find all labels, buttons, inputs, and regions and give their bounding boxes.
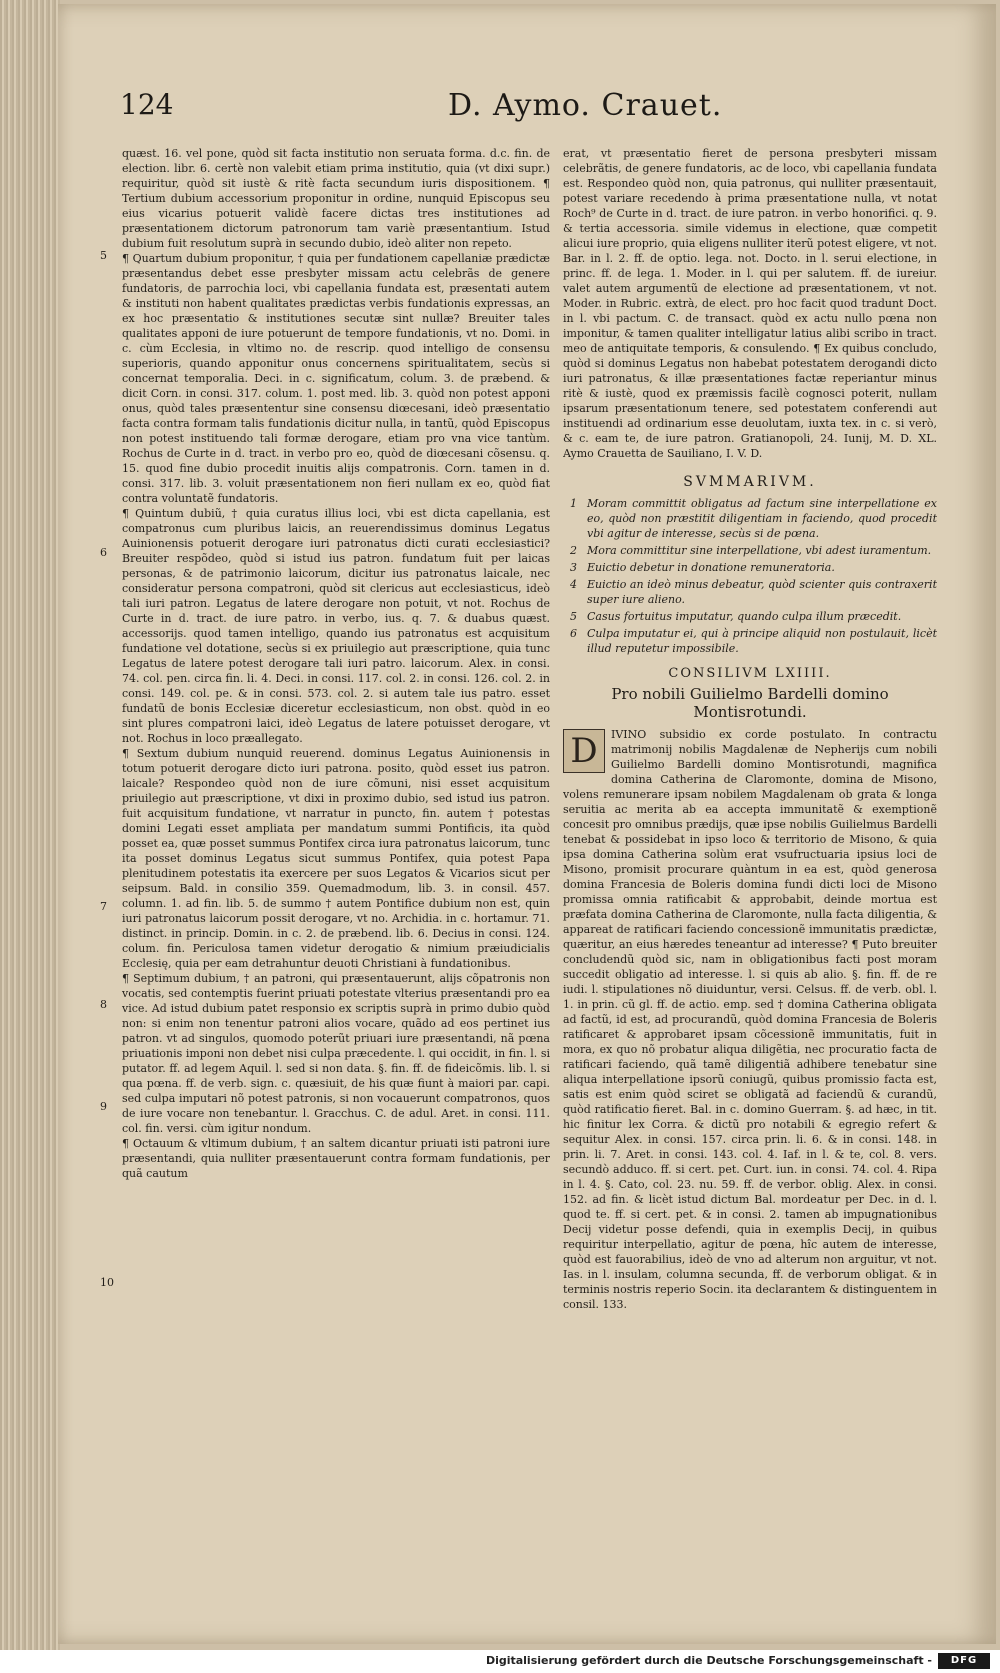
paragraph: ¶ Octauum & vltimum dubium, † an saltem dicantur priuati isti patroni iure præsentandi, quia nulliter præsentauerunt contra formam fundationis, per quã cautum (122, 1137, 550, 1180)
margin-number: 5 (100, 249, 107, 262)
consilium-title: Pro nobili Guilielmo Bardelli domino Montisrotundi. (611, 685, 889, 721)
summary-text: Mora committitur sine interpellatione, vbi adest iuramentum. (587, 544, 932, 557)
margin-numbers (100, 146, 120, 1446)
paragraph: ¶ Septimum dubium, † an patroni, qui præsentauerunt, alijs cõpatronis non vocatis, sed contemptis fuerint priuati potestate vlterius præsentandi pro ea vice. Ad istud dubium patet responsio ex scriptis suprà in primo dubio quòd non: si enim non tenentur patroni alios vocare, quãdo ad eos pertinet ius patron. vt ad singulos, quomodo poterũt priuari iure præsentandi, nã pœna priuationis imponi non debet nisi culpa præcedente. l. qui occidit, in fin. l. si putator. ff. ad legem Aquil. l. sed si non data. §. fin. ff. de fideicõmis. lib. l. si qua pœna. ff. de verb. sign. c. quæsiuit, de his quæ fiunt à maiori par. capi. sed culpa imputari nõ potest patronis, si non vocauerunt compatronos, quos de iure vocare non tenebantur. l. Gracchus. C. de adul. Aret. in consi. 111. col. fin. versi. cùm igitur nondum. (122, 972, 550, 1135)
summary-item (563, 577, 937, 607)
paragraph: erat, vt præsentatio fieret de persona presbyteri missam celebrãtis, de genere fundatoris, ac de loco, vbi capellania fundata est. Respondeo quòd non, quia patronus, qui nulliter præsentauit, potest variare recedendo à prima præsentatione nulla, vt notat Roch⁹ de Curte in d. tract. de iure patron. in verbo honorifici. q. 9. & tertia accessoria. simile videmus in electione, quæ competit alicui iure proprio, quia eligens nulliter iterũ potest eligere, vt not. Bar. in l. 2. ff. de optio. lega. not. Docto. in l. serui electione, in princ. ff. de lega. 1. Moder. in l. qui per salutem. ff. de iureiur. valet autem argumentũ de electione ad præsentationem, vt not. Moder. in Rubric. extrà, de elect. pro hoc facit quod tradunt Doct. in l. vbi pactum. C. de transact. quòd ex actu nullo pœna non imponitur, & tamen qualiter intelligatur latius alibi scribo in tract. meo de antiquitate temporis, & consulendo. ¶ Ex quibus concludo, quòd si dominus Legatus non habebat potestatem derogandi dicto iuri patronatus, & illæ præsentationes factæ reperiantur minus ritè & iustè, quod ex præmissis facilè cognosci poterit, nullam ipsarum præsentationum tenere, sed potestatem conferendi aut instituendi ad ordinarium esse deuolutam, iuxta tex. in c. si verò, & c. eam te, de iure patron. Gratianopoli, 24. Iunij, M. D. XL. Aymo Crauetta de Sauiliano, I. V. D. (563, 147, 937, 460)
margin-number: 9 (100, 1100, 107, 1113)
page-number: 124 (120, 88, 174, 121)
consilium-body-text: IVINO subsidio ex corde postulato. In contractu matrimonij nobilis Magdalenæ de Nepherijs cum nobili Guilielmo Bardelli domino Montisrotundi, magnifica domina Catherina de Claromonte, domina de Misono, volens remunerare ipsam nobilem Magdalenam ob grata & longa seruitia ac merita ab ea accepta immunitatẽ & exemptionẽ concesit pro omnibus prædijs, quæ ipse nobilis Guilielmus Bardelli tenebat & possidebat in ipso loco & territorio de Misono, & quia ipsa domina Catherina solùm erat vsufructuaria ipsius loci de Misono, promisit procurare quàntum in ea est, quòd generosa domina Francesia de Boleris domina fundi dicti loci de Misono promissa omnia ratificabit & approbabit, deinde mortua est præfata domina Catherina de Claromonte, nulla facta diligentia, & appareat de ratificari faciendo concessionẽ immunitatis prædictæ, quæritur, an eius hæredes teneantur ad interesse? ¶ Puto breuiter concludendũ quòd sic, nam in obligationibus facti post moram succedit obligatio ad interesse. l. si quis ab alio. §. fin. ff. de re iudi. l. stipulationes nõ diuiduntur, versi. Celsus. ff. de verb. obl. l. 1. in prin. cũ gl. ff. de actio. emp. sed † domina Catherina obligata ad factũ, id est, ad procurandũ, quòd domina Francesia de Boleris ratificaret & approbaret ipsam cõcessionẽ immunitatis, fuit in mora, ex quo nõ probatur aliqua diligẽtia, nec procuratio facta de ratificari faciendo, quã tamẽ diligentiã adhibere tenebatur sine aliqua interpellatione ipsorũ coniugũ, quibus promissio facta est, satis est enim quòd sciret se obligatã ad faciendũ & curandũ, quòd ratificatio fieret. Bal. in c. domino Guerram. §. ad hæc, in tit. hic finitur lex Corra. & dictũ pro notabili & egregio refert & sequitur Alex. in consi. 157. circa prin. li. 6. & in consi. 148. in prin. li. 7. Aret. in consi. 143. col. 4. Iaf. in l. & te, col. 8. vers. secundò adduco. ff. si cert. pet. Curt. iun. in consi. 74. col. 4. Ripa in l. 4. §. Cato, col. 23. nu. 59. ff. de verbor. oblig. Alex. in consi. 152. ad fin. & licèt istud dictum Bal. mordeatur per Dec. in d. l. quod te. ff. si cert. pet. & in consi. 2. tamen ab impugnationibus Decij videtur posse defendi, quia in exemplis Decij, in quibus requiritur interpellatio, agitur de pœna, hîc autem de interesse, quòd est fauorabilius, ideò de vno ad alterum non arguitur, vt not. Ias. in l. insulam, columna secunda, ff. de verborum obligat. & in terminis nostris reperio Socin. ita declarantem & distinguentem in consil. 133. (563, 728, 937, 1311)
running-title: D. Aymo. Crauet. (448, 88, 723, 123)
summary-text: Moram committit obligatus ad factum sine interpellatione ex eo, quòd non præstitit diligentiam in faciendo, quod procedit vbi agitur de interesse, secùs si de pœna. (587, 497, 937, 540)
summary-item (563, 609, 937, 624)
summary-item (563, 543, 937, 558)
running-head (120, 88, 820, 128)
summary-text: Casus fortuitus imputatur, quando culpa illum præcedit. (587, 610, 902, 623)
dfg-logo: DFG (938, 1653, 990, 1669)
margin-number: 8 (100, 998, 107, 1011)
paragraph: ¶ Quartum dubium proponitur, † quia per fundationem capellaniæ prædictæ præsentandus debet esse presbyter missam actu celebrãs de genere fundatoris, de parrochia loci, vbi capellania fundata est, præsentati autem & instituti non habent qualitates prædictas verbis fundationis expressas, an ex hoc præsentatio & institutiones secutæ sint nullæ? Breuiter tales qualitates apponi de iure potuerunt de tempore fundationis, vt no. Domi. in c. cùm Ecclesia, in vltimo no. de rescrip. quod intelligo de consensu superioris, quando apponitur onus concernens spiritualitatem, secùs si concernat temporalia. Deci. in c. significatum, colum. 3. de præbend. & dicit Corn. in consi. 317. colum. 1. post med. lib. 3. quòd non potest apponi onus, quòd tales præsententur sine consensu diœcesani, ideò præsentatio facta contra formam talis fundationis dicitur nulla, in tantũ, quòd Episcopus non potest instituendo tali formæ derogare, etiam pro vna vice tantùm. Rochus de Curte in d. tract. in verbo pro eo, quòd de diœcesani cõsensu. q. 15. quod fine dubio procedit inuitis alijs compatronis. Corn. tamen in d. consi. 317. lib. 3. voluit præsentationem non fieri nullam ex eo, quòd fiat contra voluntatẽ fundatoris. (122, 252, 550, 505)
margin-number: 10 (100, 1276, 114, 1289)
drop-cap-initial: D (563, 729, 605, 773)
paragraph: ¶ Quintum dubiũ, † quia curatus illius loci, vbi est dicta capellania, est compatronus cum pluribus laicis, an reuerendissimus dominus Legatus Auinionensis potuerit derogare iuri patronatus dicti curati ecclesiastici? Breuiter respõdeo, quòd si istud ius patron. fundatum fuit per laicas personas, & de patrimonio laicorum, dicitur ius patronatus laicale, nec consideratur persona compatroni, quòd sit clericus aut ecclesiasticus, ideò tali iuri patron. Legatus de latere derogare non potuit, vt not. Rochus de Curte in d. tract. de iure patro. in verbo, ius. q. 7. & duabus quæst. accessorijs. quod tamen intelligo, quando ius patronatus est acquisitum fundatione vel dotatione, secùs si ex priuilegio aut præscriptione, quia tunc Legatus de latere potest derogare tali iuri patro. laicorum. Alex. in consi. 74. col. pen. circa fin. li. 4. Deci. in consi. 117. col. 2. in consi. 126. col. 2. in consi. 149. col. pe. & in consi. 573. col. 2. si autem tale ius patro. esset fundatũ de bonis Ecclesiæ diceretur ecclesiasticum, non obst. quòd in eo sint plures compatroni laici, ideò Legatus de latere potuisset derogare, vt not. Rochus in loco præallegato. (122, 507, 550, 745)
summary-number: 2 (570, 544, 577, 557)
summary-number: 1 (570, 497, 577, 510)
paragraph: quæst. 16. vel pone, quòd sit facta institutio non seruata forma. d.c. fin. de election. libr. 6. certè non valebit etiam prima institutio, quia (vt dixi supr.) requiritur, quòd sit iustè & ritè facta secundum iuris dispositionem. ¶ Tertium dubium accessorium proponitur in ordine, nunquid Episcopus seu eius vicarius potuerit validè facere dictas tres institutiones ad præsentationem dictorum patronorum tam variè præsentantium. Istud dubium fuit resolutum suprà in secundo dubio, ideò aliter non repeto. (122, 147, 550, 250)
summary-number: 5 (570, 610, 577, 623)
funding-credit: Digitalisierung gefördert durch die Deutsche Forschungsgemeinschaft - (485, 1654, 932, 1667)
summary-item (563, 560, 937, 575)
summary-text: Euictio an ideò minus debeatur, quòd scienter quis contraxerit super iure alieno. (587, 578, 937, 606)
left-column (122, 146, 550, 1446)
summary-number: 6 (570, 627, 577, 640)
summary-text: Culpa imputatur ei, qui à principe aliquid non postulauit, licèt illud reputetur impossibile. (587, 627, 937, 655)
margin-number: 6 (100, 546, 107, 559)
summary-heading: SVMMARIVM. (683, 474, 817, 490)
page-edges (0, 0, 60, 1650)
summary-list (563, 496, 937, 656)
digitization-footer (0, 1650, 1000, 1673)
consilium-body (563, 727, 937, 1312)
summary-item (563, 496, 937, 541)
right-column (563, 146, 937, 1446)
margin-number: 7 (100, 900, 107, 913)
summary-item (563, 626, 937, 656)
consilium-heading: CONSILIVM LXIIII. (668, 666, 832, 681)
summary-number: 4 (570, 578, 577, 591)
paragraph: ¶ Sextum dubium nunquid reuerend. dominus Legatus Auinionensis in totum potuerit derogare dicto iuri patrona. posito, quòd esset ius patron. laicale? Respondeo quòd non de iure cõmuni, nisi esset acquisitum priuilegio aut præscriptione, vt dixi in proximo dubio, sed istud ius patron. fuit acquisitum fundatione, vt narratur in puncto, fin. autem † potestas domini Legati esset ampliata per mandatum summi Pontificis, ita quòd posset ea, quæ posset summus Pontifex circa iura patronatus laicorum, tunc ita posset dominus Legatus sicut summus Pontifex, quia potest Papa plenitudinem potestatis ita exercere per suos Legatos & Vicarios sicut per seipsum. Bald. in consilio 359. Quemadmodum, lib. 3. in consil. 457. column. 1. ad fin. lib. 5. de summo † autem Pontifice dubium non est, quin iuri patronatus laicorum possit derogare, vt no. Archidia. in c. hortamur. 71. distinct. in princip. Domin. in c. 2. de præbend. lib. 6. Decius in consi. 124. colum. fin. Periculosa tamen videtur derogatio & nimium præiudicialis Ecclesię, quia per eam detrahuntur deuoti Christiani à fundationibus. (122, 747, 550, 970)
summary-text: Euictio debetur in donatione remuneratoria. (587, 561, 835, 574)
summary-number: 3 (570, 561, 577, 574)
